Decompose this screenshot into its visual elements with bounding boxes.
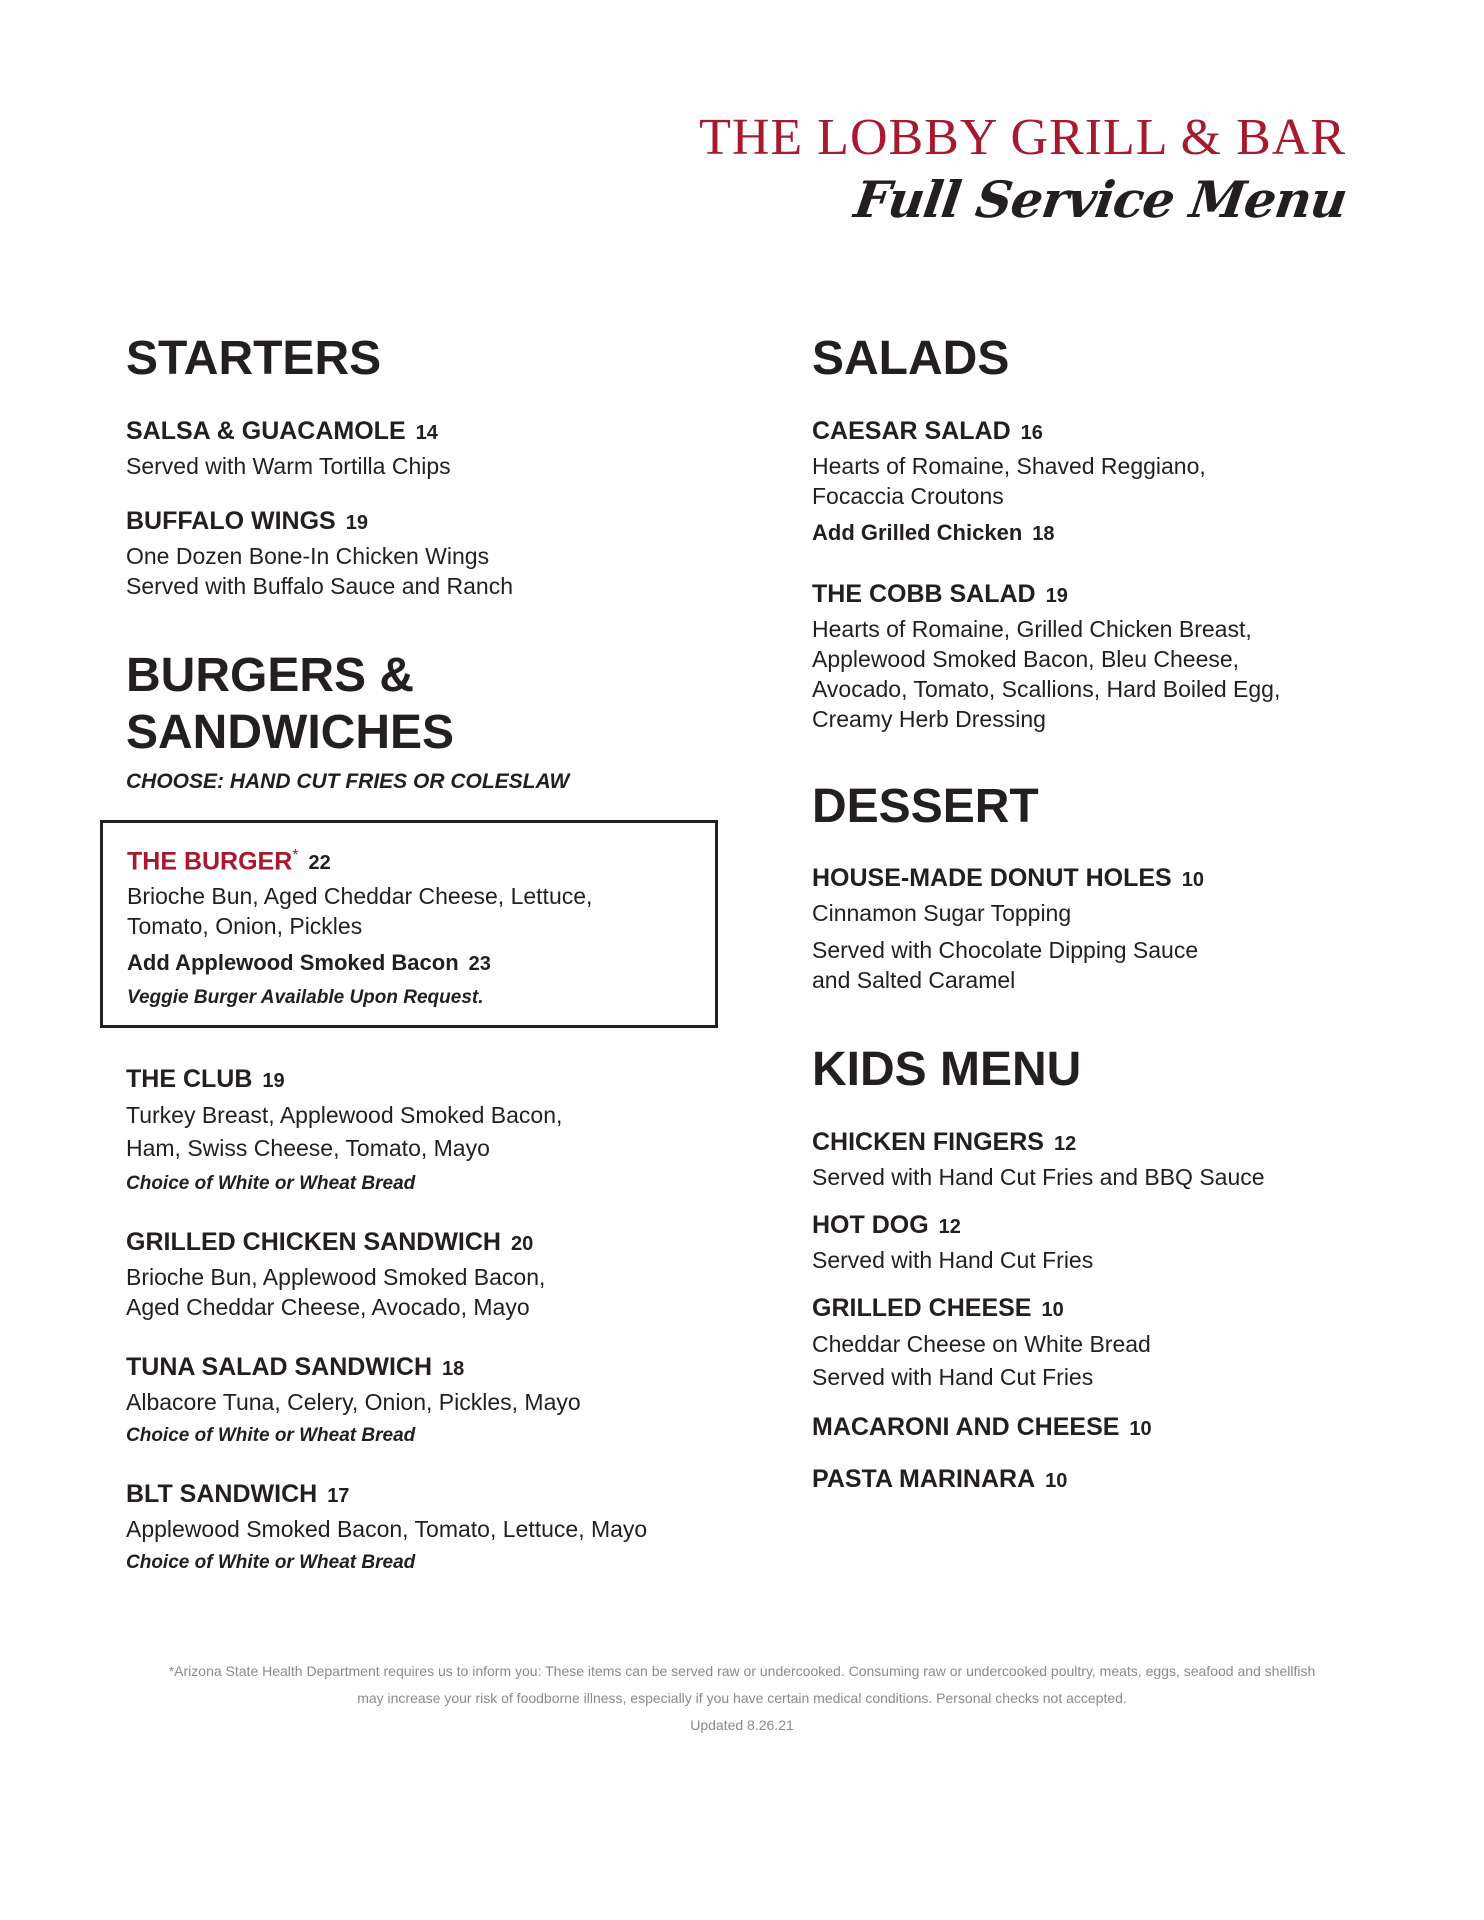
- starters-section: [126, 330, 746, 601]
- item-note: Veggie Burger Available Upon Request.: [127, 987, 484, 1009]
- item-name: HOUSE-MADE DONUT HOLES 10: [812, 864, 1204, 893]
- menu-item: [812, 416, 1372, 549]
- item-price: 19: [1045, 584, 1068, 607]
- section-heading: BURGERS & SANDWICHES: [126, 648, 455, 760]
- kids-menu-section: [812, 1041, 1372, 1496]
- addon-price: 23: [468, 953, 491, 976]
- burgers-section: [126, 647, 746, 1577]
- disclaimer-line: *Arizona State Health Department requires us to inform you: These items can be served raw or undercooked. Consuming raw or undercooked poultry, meats, eggs, seafood and shellfish: [168, 1663, 1316, 1679]
- featured-burger-box: [100, 820, 718, 1028]
- raw-warning-asterisk: *: [292, 846, 299, 864]
- menu-item: [812, 863, 1372, 995]
- addon-price: 18: [1032, 522, 1055, 545]
- section-heading: DESSERT: [812, 779, 1039, 833]
- item-description: One Dozen Bone-In Chicken Wings Served with Buffalo Sauce and Ranch: [126, 542, 513, 599]
- item-price: 20: [511, 1233, 534, 1256]
- item-addon: Add Applewood Smoked Bacon 23: [127, 950, 491, 976]
- section-heading: STARTERS: [126, 332, 382, 385]
- item-price: 12: [938, 1215, 961, 1238]
- item-price: 10: [1041, 1298, 1064, 1321]
- item-price: 10: [1181, 869, 1204, 892]
- item-name: MACARONI AND CHEESE 10: [812, 1412, 1152, 1441]
- item-description: Served with Hand Cut Fries and BBQ Sauce: [812, 1163, 1265, 1190]
- item-price: 17: [327, 1485, 350, 1508]
- item-addon: Add Grilled Chicken 18: [812, 519, 1055, 545]
- item-description: Cinnamon Sugar Topping: [812, 900, 1072, 927]
- item-description: Brioche Bun, Applewood Smoked Bacon, Aged Cheddar Cheese, Avocado, Mayo: [126, 1264, 546, 1321]
- menu-item: [126, 1227, 746, 1322]
- menu-item: [812, 1210, 1372, 1275]
- item-name: BLT SANDWICH 17: [126, 1480, 350, 1509]
- item-description: Served with Hand Cut Fries: [812, 1246, 1094, 1273]
- item-description: Served with Chocolate Dipping Sauce and Salted Caramel: [812, 937, 1199, 994]
- menu-item: [126, 1352, 746, 1449]
- menu-item: [126, 416, 746, 481]
- item-price: 14: [415, 421, 438, 444]
- item-description: Turkey Breast, Applewood Smoked Bacon, Ham, Swiss Cheese, Tomato, Mayo: [126, 1102, 563, 1162]
- section-heading: KIDS MENU: [812, 1043, 1082, 1097]
- item-name: THE CLUB 19: [126, 1065, 285, 1094]
- dessert-section: [812, 778, 1372, 996]
- item-name: GRILLED CHICKEN SANDWICH 20: [126, 1228, 534, 1257]
- salads-section: [812, 330, 1372, 734]
- item-name: THE COBB SALAD 19: [812, 579, 1068, 608]
- item-price: 18: [442, 1358, 465, 1381]
- item-name: HOT DOG 12: [812, 1210, 961, 1239]
- item-note: Choice of White or Wheat Bread: [126, 1552, 416, 1574]
- item-name: CHICKEN FINGERS 12: [812, 1127, 1077, 1156]
- menu-item: [126, 1479, 746, 1576]
- left-column: [126, 330, 746, 1576]
- updated-date: Updated 8.26.21: [690, 1717, 794, 1733]
- item-name: TUNA SALAD SANDWICH 18: [126, 1353, 465, 1382]
- side-choice-note: CHOOSE: HAND CUT FRIES OR COLESLAW: [126, 769, 570, 793]
- item-price: 16: [1020, 421, 1043, 444]
- item-name: CAESAR SALAD 16: [812, 416, 1043, 445]
- menu-subtitle: Full Service Menu: [850, 170, 1351, 229]
- restaurant-title: THE LOBBY GRILL & BAR: [699, 109, 1346, 166]
- item-name: PASTA MARINARA 10: [812, 1464, 1068, 1493]
- item-description: Applewood Smoked Bacon, Tomato, Lettuce, Mayo: [126, 1516, 648, 1543]
- item-price: 10: [1045, 1469, 1068, 1492]
- item-description: Hearts of Romaine, Grilled Chicken Breast, Applewood Smoked Bacon, Bleu Cheese, Avocado, Tomato, Scallions, Hard Boiled Egg, Creamy Herb Dressing: [812, 615, 1281, 732]
- menu-item: [812, 1293, 1372, 1394]
- item-description: Cheddar Cheese on White Bread Served with Hand Cut Fries: [812, 1330, 1151, 1390]
- menu-item: [812, 579, 1372, 734]
- menu-item: [126, 506, 746, 601]
- menu-item: [812, 1412, 1372, 1444]
- item-price: 19: [262, 1070, 285, 1093]
- section-heading: SALADS: [812, 332, 1010, 385]
- menu-item: [812, 1464, 1372, 1496]
- item-name: BUFFALO WINGS 19: [126, 506, 368, 535]
- menu-item: [812, 1127, 1372, 1192]
- item-price: 19: [345, 511, 368, 534]
- item-note: Choice of White or Wheat Bread: [126, 1173, 416, 1195]
- right-column: [812, 330, 1372, 1496]
- item-name: SALSA & GUACAMOLE 14: [126, 416, 438, 445]
- menu-item: [126, 1064, 746, 1197]
- disclaimer-line: may increase your risk of foodborne illness, especially if you have certain medical conditions. Personal checks not accepted.: [357, 1690, 1127, 1706]
- item-price: 10: [1129, 1417, 1152, 1440]
- item-note: Choice of White or Wheat Bread: [126, 1425, 416, 1447]
- item-description: Albacore Tuna, Celery, Onion, Pickles, Mayo: [126, 1389, 581, 1416]
- item-description: Brioche Bun, Aged Cheddar Cheese, Lettuce, Tomato, Onion, Pickles: [127, 883, 593, 940]
- item-name: GRILLED CHEESE 10: [812, 1293, 1064, 1322]
- item-price: 22: [308, 852, 331, 875]
- item-price: 12: [1053, 1132, 1077, 1155]
- item-description: Hearts of Romaine, Shaved Reggiano, Focaccia Croutons: [812, 452, 1206, 509]
- item-name: THE BURGER* 22: [127, 846, 331, 876]
- item-description: Served with Warm Tortilla Chips: [126, 452, 451, 479]
- health-disclaimer-footer: [0, 1658, 1484, 1739]
